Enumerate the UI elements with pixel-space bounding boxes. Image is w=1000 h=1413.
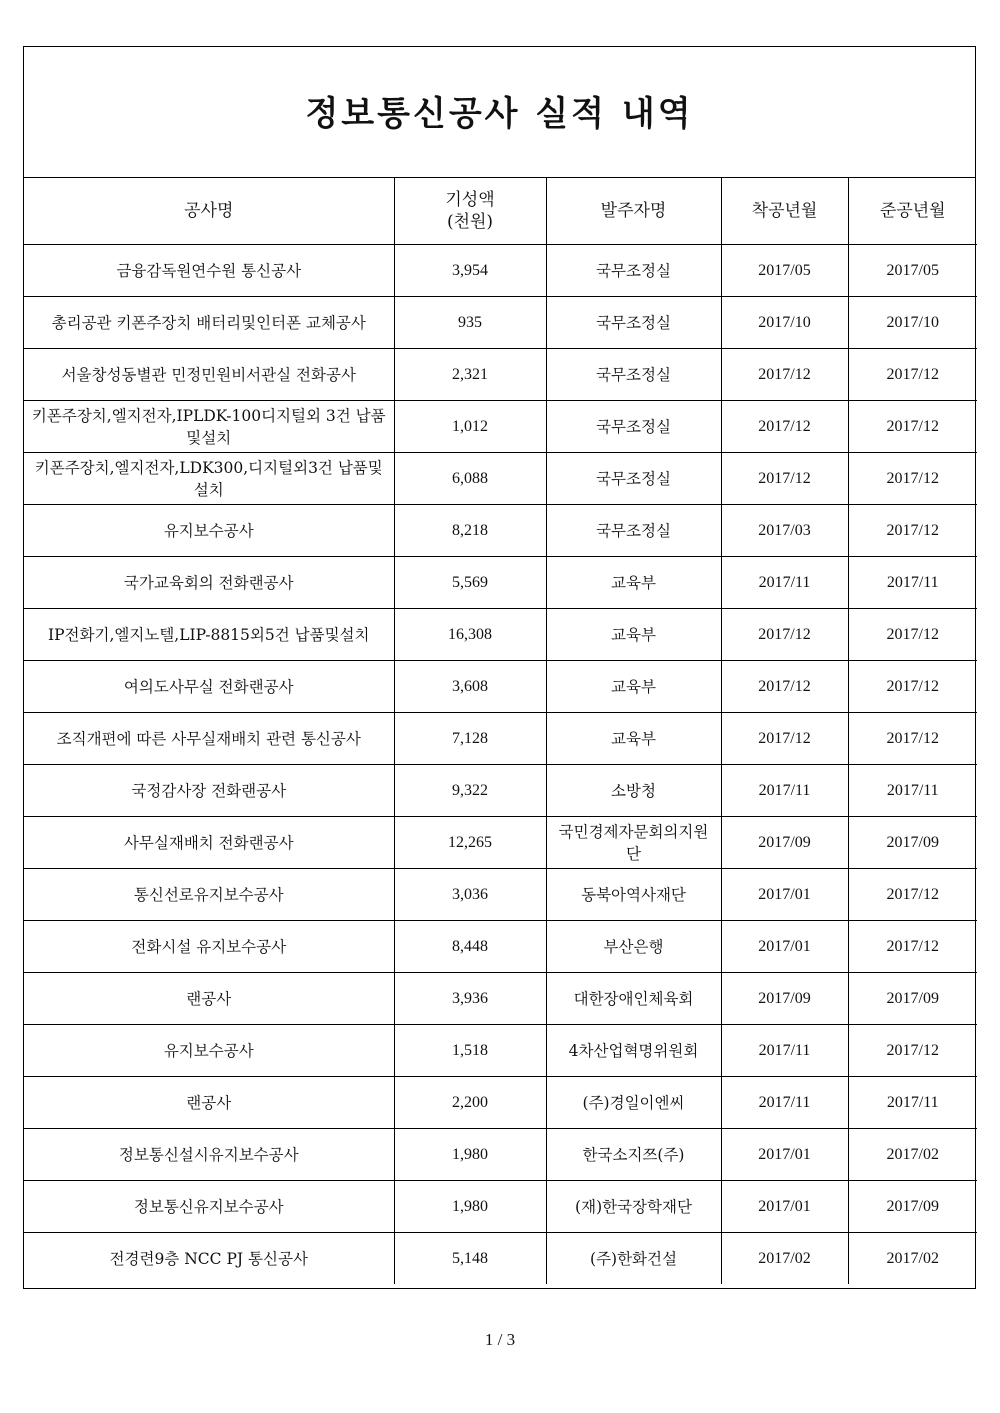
cell-start-date: 2017/12: [721, 661, 848, 713]
table-row: [24, 869, 977, 921]
table-row: [24, 505, 977, 557]
cell-amount: 8,448: [394, 921, 546, 973]
cell-end-date: 2017/11: [848, 1077, 977, 1129]
cell-project-name: 전화시설 유지보수공사: [24, 921, 394, 973]
cell-end-date: 2017/11: [848, 557, 977, 609]
cell-amount: 7,128: [394, 713, 546, 765]
cell-end-date: 2017/12: [848, 401, 977, 453]
cell-end-date: 2017/12: [848, 1025, 977, 1077]
cell-amount: 6,088: [394, 453, 546, 505]
cell-end-date: 2017/11: [848, 765, 977, 817]
cell-amount: 1,518: [394, 1025, 546, 1077]
cell-end-date: 2017/12: [848, 505, 977, 557]
cell-client: (주)경일이엔씨: [546, 1077, 721, 1129]
table-row: [24, 921, 977, 973]
cell-client: 교육부: [546, 713, 721, 765]
cell-amount: 3,608: [394, 661, 546, 713]
cell-project-name: 통신선로유지보수공사: [24, 869, 394, 921]
cell-project-name: 전경련9층 NCC PJ 통신공사: [24, 1233, 394, 1285]
cell-amount: 3,936: [394, 973, 546, 1025]
cell-amount: 12,265: [394, 817, 546, 869]
table-row: [24, 453, 977, 505]
cell-end-date: 2017/12: [848, 453, 977, 505]
cell-end-date: 2017/09: [848, 973, 977, 1025]
cell-client: 동북아역사재단: [546, 869, 721, 921]
cell-end-date: 2017/05: [848, 245, 977, 297]
cell-start-date: 2017/03: [721, 505, 848, 557]
cell-client: 소방청: [546, 765, 721, 817]
cell-client: 대한장애인체육회: [546, 973, 721, 1025]
cell-start-date: 2017/01: [721, 921, 848, 973]
cell-project-name: 서울창성동별관 민정민원비서관실 전화공사: [24, 349, 394, 401]
cell-end-date: 2017/09: [848, 1181, 977, 1233]
header-amount-line2: (천원): [446, 212, 494, 232]
cell-project-name: 랜공사: [24, 1077, 394, 1129]
cell-project-name: 금융감독원연수원 통신공사: [24, 245, 394, 297]
table-row: [24, 349, 977, 401]
cell-start-date: 2017/01: [721, 869, 848, 921]
cell-project-name: 정보통신설시유지보수공사: [24, 1129, 394, 1181]
cell-start-date: 2017/01: [721, 1181, 848, 1233]
cell-client: 부산은행: [546, 921, 721, 973]
header-end: 준공년월: [848, 178, 977, 245]
cell-amount: 2,321: [394, 349, 546, 401]
header-amount: [394, 178, 546, 245]
cell-client: 4차산업혁명위원회: [546, 1025, 721, 1077]
table-header-row: [24, 178, 977, 245]
cell-amount: 1,980: [394, 1181, 546, 1233]
table-row: [24, 245, 977, 297]
cell-start-date: 2017/12: [721, 713, 848, 765]
table-row: [24, 1129, 977, 1181]
header-amount-line1: 기성액: [445, 190, 495, 210]
table-row: [24, 609, 977, 661]
cell-end-date: 2017/02: [848, 1129, 977, 1181]
title-box: [24, 47, 975, 178]
cell-end-date: 2017/12: [848, 921, 977, 973]
cell-end-date: 2017/09: [848, 817, 977, 869]
table-row: [24, 661, 977, 713]
cell-project-name: 키폰주장치,엘지전자,IPLDK-100디지털외 3건 납품및설치: [24, 401, 394, 453]
cell-start-date: 2017/11: [721, 1025, 848, 1077]
cell-end-date: 2017/12: [848, 609, 977, 661]
table-row: [24, 817, 977, 869]
cell-start-date: 2017/11: [721, 557, 848, 609]
page-number: 1 / 3: [484, 1330, 516, 1349]
cell-end-date: 2017/12: [848, 349, 977, 401]
cell-amount: 9,322: [394, 765, 546, 817]
cell-client: 국무조정실: [546, 453, 721, 505]
cell-amount: 1,012: [394, 401, 546, 453]
cell-start-date: 2017/12: [721, 349, 848, 401]
cell-client: (주)한화건설: [546, 1233, 721, 1285]
cell-end-date: 2017/12: [848, 869, 977, 921]
cell-project-name: 국정감사장 전화랜공사: [24, 765, 394, 817]
cell-project-name: 국가교육회의 전화랜공사: [24, 557, 394, 609]
cell-amount: 2,200: [394, 1077, 546, 1129]
cell-start-date: 2017/10: [721, 297, 848, 349]
cell-project-name: 유지보수공사: [24, 505, 394, 557]
cell-project-name: 랜공사: [24, 973, 394, 1025]
table-row: [24, 765, 977, 817]
cell-amount: 935: [394, 297, 546, 349]
cell-amount: 5,148: [394, 1233, 546, 1285]
cell-start-date: 2017/05: [721, 245, 848, 297]
table-row: [24, 1233, 977, 1285]
cell-project-name: 총리공관 키폰주장치 배터리및인터폰 교체공사: [24, 297, 394, 349]
cell-start-date: 2017/09: [721, 973, 848, 1025]
cell-client: 국민경제자문회의지원단: [546, 817, 721, 869]
table-row: [24, 973, 977, 1025]
cell-start-date: 2017/12: [721, 453, 848, 505]
cell-client: 교육부: [546, 557, 721, 609]
cell-end-date: 2017/02: [848, 1233, 977, 1285]
page-title: 정보통신공사 실적 내역: [305, 93, 694, 134]
cell-project-name: 조직개편에 따른 사무실재배치 관련 통신공사: [24, 713, 394, 765]
cell-client: 국무조정실: [546, 245, 721, 297]
table-row: [24, 557, 977, 609]
cell-start-date: 2017/11: [721, 1077, 848, 1129]
cell-start-date: 2017/12: [721, 609, 848, 661]
cell-amount: 8,218: [394, 505, 546, 557]
cell-amount: 5,569: [394, 557, 546, 609]
document-sheet: [23, 46, 976, 1289]
cell-client: 한국소지쯔(주): [546, 1129, 721, 1181]
table-row: [24, 401, 977, 453]
cell-start-date: 2017/11: [721, 765, 848, 817]
cell-project-name: IP전화기,엘지노텔,LIP-8815외5건 납품및설치: [24, 609, 394, 661]
table-row: [24, 1077, 977, 1129]
cell-end-date: 2017/12: [848, 661, 977, 713]
cell-amount: 3,954: [394, 245, 546, 297]
cell-amount: 1,980: [394, 1129, 546, 1181]
cell-start-date: 2017/09: [721, 817, 848, 869]
cell-client: 국무조정실: [546, 349, 721, 401]
cell-client: (재)한국장학재단: [546, 1181, 721, 1233]
cell-client: 국무조정실: [546, 505, 721, 557]
cell-amount: 16,308: [394, 609, 546, 661]
cell-end-date: 2017/12: [848, 713, 977, 765]
cell-project-name: 정보통신유지보수공사: [24, 1181, 394, 1233]
cell-start-date: 2017/01: [721, 1129, 848, 1181]
cell-amount: 3,036: [394, 869, 546, 921]
cell-project-name: 사무실재배치 전화랜공사: [24, 817, 394, 869]
table-row: [24, 713, 977, 765]
cell-client: 국무조정실: [546, 401, 721, 453]
table-row: [24, 1025, 977, 1077]
cell-end-date: 2017/10: [848, 297, 977, 349]
cell-project-name: 키폰주장치,엘지전자,LDK300,디지털외3건 납품및설치: [24, 453, 394, 505]
cell-client: 국무조정실: [546, 297, 721, 349]
cell-project-name: 여의도사무실 전화랜공사: [24, 661, 394, 713]
table-row: [24, 297, 977, 349]
cell-start-date: 2017/02: [721, 1233, 848, 1285]
cell-client: 교육부: [546, 661, 721, 713]
header-start: 착공년월: [721, 178, 848, 245]
cell-client: 교육부: [546, 609, 721, 661]
performance-table: [24, 178, 977, 1284]
header-client: 발주자명: [546, 178, 721, 245]
table-row: [24, 1181, 977, 1233]
header-project-name: 공사명: [24, 178, 394, 245]
cell-start-date: 2017/12: [721, 401, 848, 453]
cell-project-name: 유지보수공사: [24, 1025, 394, 1077]
